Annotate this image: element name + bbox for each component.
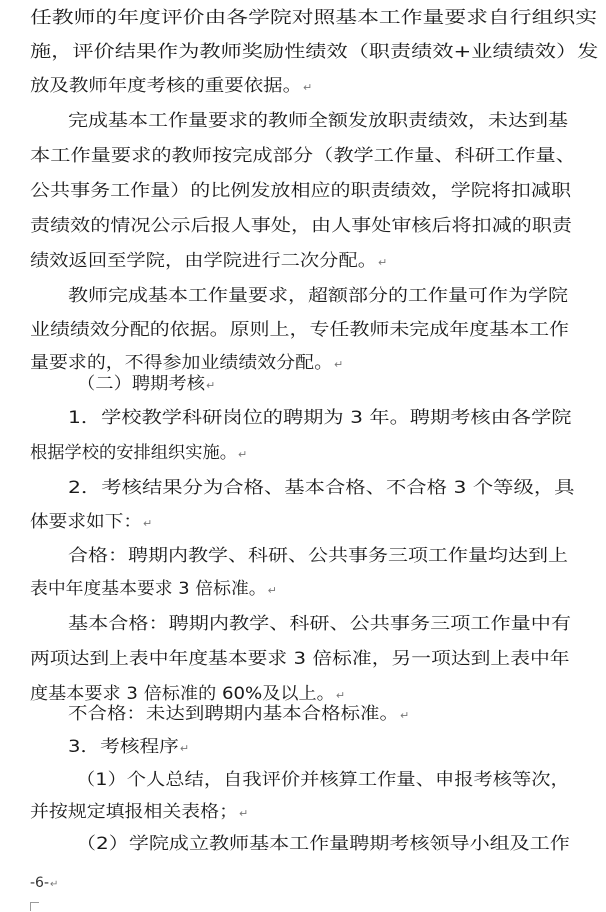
paragraph-mark-icon: ↵	[50, 879, 59, 890]
paragraph-mark-icon: ↵	[179, 742, 190, 755]
para-11-line-0: （2）学院成立教师基本工作量聘期考核领导小组及工作	[76, 834, 570, 854]
para-9-line-0: 3．考核程序↵	[68, 737, 190, 757]
paragraph-mark-icon: ↵	[334, 358, 344, 371]
para-5-line-0: 2．考核结果分为合格、基本合格、不合格 3 个等级，具	[68, 478, 575, 498]
para-2-line-1: 业绩绩效分配的依据。原则上，专任教师未完成年度基本工作	[30, 320, 570, 340]
page-corner-mark	[30, 902, 39, 911]
para-7-line-0: 基本合格：聘期内教学、科研、公共事务三项工作量中有	[68, 614, 571, 634]
paragraph-mark-icon: ↵	[400, 709, 410, 722]
para-5-line-1: 体要求如下：↵	[30, 512, 153, 532]
paragraph-mark-icon: ↵	[239, 807, 249, 820]
para-6-line-0: 合格：聘期内教学、科研、公共事务三项工作量均达到上	[68, 546, 569, 566]
para-1-line-2: 公共事务工作量）的比例发放相应的职责绩效，学院将扣减职	[30, 181, 571, 201]
para-7-line-1: 两项达到上表中年度基本要求 3 倍标准，另一项达到上表中年	[30, 649, 570, 669]
para-2-line-0: 教师完成基本工作量要求，超额部分的工作量可作为学院	[68, 286, 569, 306]
para-0-line-1: 施，评价结果作为教师奖励性绩效（职责绩效+业绩绩效）发	[30, 42, 599, 62]
para-2-line-2: 量要求的，不得参加业绩绩效分配。↵	[30, 353, 344, 373]
para-0-line-2: 放及教师年度考核的重要依据。↵	[30, 76, 313, 96]
para-10-line-1: 并按规定填报相关表格；↵	[30, 802, 249, 822]
para-10-line-0: （1）个人总结，自我评价并核算工作量、申报考核等次，	[76, 770, 570, 790]
para-1-line-0: 完成基本工作量要求的教师全额发放职责绩效，未达到基	[68, 111, 569, 131]
paragraph-mark-icon: ↵	[143, 517, 153, 530]
para-8-line-0: 不合格：未达到聘期内基本合格标准。↵	[68, 704, 410, 724]
paragraph-mark-icon: ↵	[206, 379, 216, 392]
paragraph-mark-icon: ↵	[303, 81, 313, 94]
para-7-line-2: 度基本要求 3 倍标准的 60%及以上。↵	[30, 684, 346, 704]
page-number: -6-↵	[30, 875, 59, 891]
para-1-line-1: 本工作量要求的教师按完成部分（教学工作量、科研工作量、	[30, 146, 576, 166]
para-4-line-1: 根据学校的安排组织实施。↵	[30, 443, 248, 463]
paragraph-mark-icon: ↵	[378, 256, 388, 269]
para-4-line-0: 1．学校教学科研岗位的聘期为 3 年。聘期考核由各学院	[68, 408, 572, 428]
para-0-line-0: 任教师的年度评价由各学院对照基本工作量要求自行组织实	[30, 8, 597, 28]
para-1-line-3: 责绩效的情况公示后报人事处，由人事处审核后将扣减的职责	[30, 216, 572, 236]
paragraph-mark-icon: ↵	[335, 689, 346, 702]
para-1-line-4: 绩效返回至学院，由学院进行二次分配。↵	[30, 251, 388, 271]
paragraph-mark-icon: ↵	[238, 448, 248, 461]
section-heading: （二）聘期考核↵	[77, 374, 216, 394]
paragraph-mark-icon: ↵	[267, 584, 277, 597]
para-6-line-1: 表中年度基本要求 3 倍标准。↵	[30, 579, 277, 599]
